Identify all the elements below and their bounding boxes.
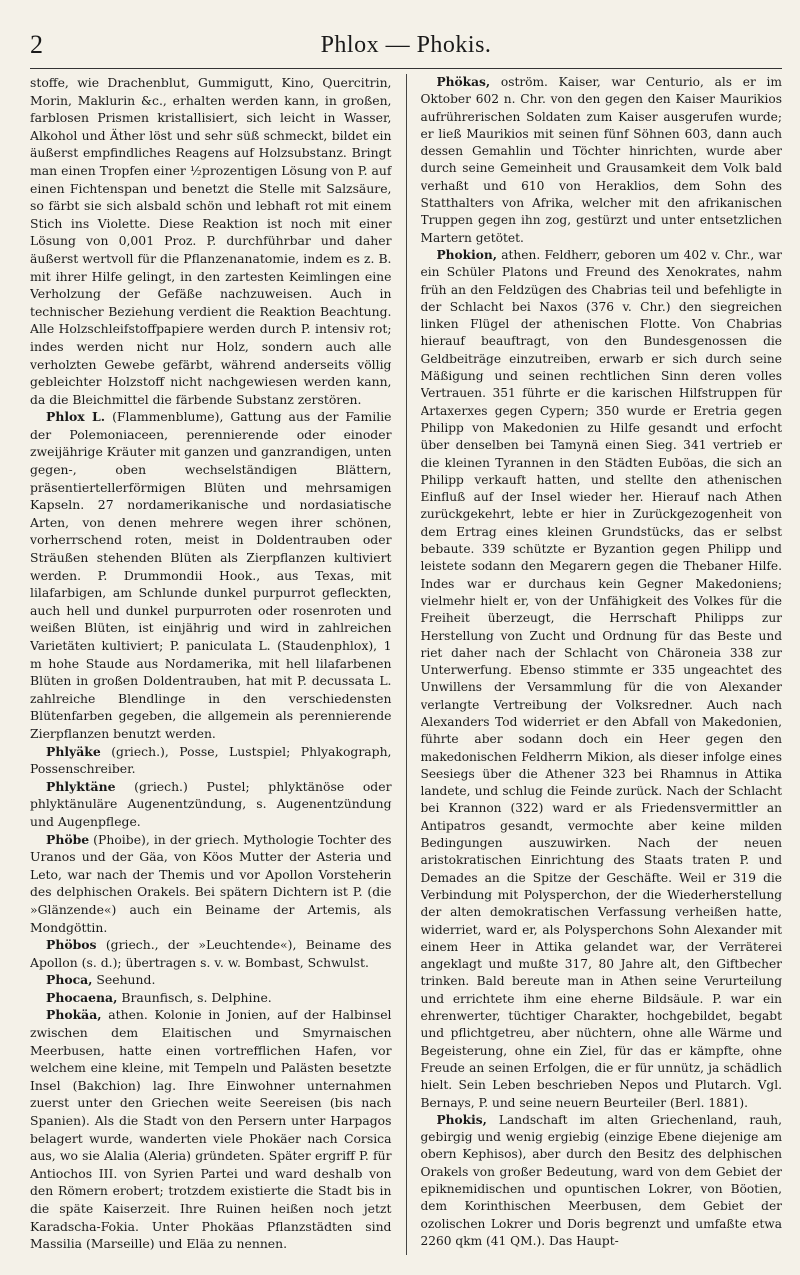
entry-lemma: Phokion, [436,247,497,262]
entry-paragraph [30,778,392,831]
two-column-body [30,74,782,1255]
left-column [30,74,392,1255]
entry-lemma: Phökas, [436,75,491,89]
entry-paragraph [30,989,392,1007]
entry-paragraph [30,74,392,408]
entry-paragraph [30,971,392,989]
entry-text: (griech.) Pustel; phlyktänöse oder phlyktänuläre Augenentzündung, s. Augenentzündung und Augenpflege. [30,778,392,829]
page-header [30,30,782,70]
entry-lemma: Phoca, [46,972,93,988]
right-column [421,74,783,1255]
entry-lemma: Phokis, [436,1112,487,1127]
entry-text: athen. Feldherr, geboren um 402 v. Chr., war ein Schüler Platons und Freund des Xenokrates, nahm früh an den Feldzügen des Chabrias teil und befehligte in der Schlacht bei Naxos (376 v. Chr.) den siegreichen linken Flügel der athenischen Flotte. Von Chabrias hierauf beauftragt, von den Bundesgenossen die Geldbeiträge einzutreiben, erwarb er sich durch seine Mäßigung und seinen rechtlichen Sinn deren volles Vertrauen. 351 führte er die karischen Hilfstruppen für Artaxerxes gegen Cypern; 350 wurde er Eretria gegen Philipp von Makedonien zu Hilfe gesandt und erfocht über denselben bei Tamynä einen Sieg. 341 vertrieb er die kleinen Tyrannen in den Städten Euböas, die sich an Philipp verkauft hatten, und stellte den athenischen Einfluß auf der Insel wieder her. Hierauf nach Athen zurückgekehrt, lebte er hier in Zurückgezogenheit von dem Ertrag eines kleinen Grundstücks, das er selbst bebaute. 339 schützte er Byzantion gegen Philipp und leistete sodann den Megarern gegen die Thebaner Hilfe. Indes war er durchaus kein Gegner Makedoniens; vielmehr hielt er, von der Unfähigkeit des Volkes für die Freiheit überzeugt, die Herrschaft Philipps zur Herstellung von Zucht und Ordnung für das Beste und riet daher nach der Schlacht von Chäroneia 338 zur Unterwerfung. Ebenso stimmte er 335 ungeachtet des Unwillens der Versammlung für die von Alexander verlangte Vertreibung der Volksredner. Auch nach Alexanders Tod widerriet er den Abfall von Makedonien, führte aber sodann doch ein Heer gegen den makedonischen Feldherrn Mikion, als dieser infolge eines Seesiegs über die Athener 323 bei Rhamnus in Attika landete, und schlug die Feinde zurück. Nach der Schlacht bei Krannon (322) ward er als Friedensvermittler an Antipatros gesandt, vermochte aber keine milden Bedingungen auszuwirken. Nach der neuen aristokratischen Einrichtung des Staats traten P. und Demades an die Spitze der Geschäfte. Weil er 319 die Verbindung mit Polysperchon, der die Wiederherstellung der alten demokratischen Verfassung verheißen hatte, widerriet, ward er, als Polysperchons Sohn Alexander mit einem Heer in Attika gelandet war, der Verräterei angeklagt und mußte 317, 80 Jahre alt, den Giftbecher trinken. Bald bereute man in Athen seine Verurteilung und errichtete ihm eine eherne Bildsäule. P. war ein ehrenwerter, tüchtiger Charakter, hochgebildet, begabt und pflichtgetreu, aber nüchtern, ohne alle Wärme und Begeisterung, ohne ein Ziel, für das er kämpfte, ohne Freude an seinen Erfolgen, die er für unnütz, ja schädlich hielt. Sein Leben beschrieben Nepos und Plutarch. Vgl. Bernays, P. und seine neuern Beurteiler (Berl. 1881). [420,247,782,1110]
running-head: Phlox — Phokis. [320,32,492,58]
entry-text: stoffe, wie Drachenblut, Gummigutt, Kino, Quercitrin, Morin, Maklurin &c., erhalten werden kann, in großen, farblosen Prismen kristallisiert, sich leicht in Wasser, Alkohol und Äther löst und sehr süß schmeckt, bildet ein äußerst empfindliches Reagens auf Holzsubstanz. Bringt man einen Tropfen einer ½prozentigen Lösung von P. auf einen Fichtenspan und benetzt die Stelle mit Salzsäure, so färbt sie sich alsbald schön und lebhaft rot mit einem Stich ins Violette. Diese Reaktion ist noch mit einer Lösung von 0,001 Proz. P. durchführbar und daher äußerst wertvoll für die Pflanzenanatomie, indem es z. B. mit ihrer Hilfe gelingt, in den zartesten Keimlingen eine Verholzung der Gefäße nachzuweisen. Auch in technischer Beziehung verdient die Reaktion Beachtung. Alle Holzschleifstoffpapiere werden durch P. intensiv rot; indes werden nicht nur Holz, sondern auch alle verholzten Gewebe gefärbt, während anderseits völlig gebleichter Holzstoff nicht nachgewiesen werden kann, da die Bleichmittel die färbende Substanz zerstören. [30,75,392,407]
entry-text: (griech., der »Leuchtende«), Beiname des Apollon (s. d.); übertragen s. v. w. Bombast, Schwulst. [30,937,392,970]
entry-paragraph [30,743,392,778]
entry-text: oström. Kaiser, war Centurio, als er im Oktober 602 n. Chr. von den gegen den Kaiser Maurikios aufrührerischen Soldaten zum Kaiser ausgerufen wurde; er ließ Maurikios mit seinen fünf Söhnen 603, dann auch dessen Gemahlin und Töchter hinrichten, wurde aber durch seine Gemeinheit und Grausamkeit dem Volk bald verhaßt und 610 von Heraklios, dem Sohn des Statthalters von Afrika, welcher mit den afrikanischen Truppen gegen ihn zog, gestürzt und unter entsetzlichen Martern getötet. [420,75,782,245]
entry-text: (Flammenblume), Gattung aus der Familie der Polemoniaceen, perennierende oder einoder zweijährige Kräuter mit ganzen und ganzrandigen, unten gegen-, oben wechselständigen Blättern, präsentiertellerförmigen Blüten und mehrsamigen Kapseln. 27 nordamerikanische und nordasiatische Arten, von denen mehrere wegen ihrer schönen, vorherrschend roten, meist in Doldentrauben oder Sträußen stehenden Blüten als Zierpflanzen kultiviert werden. P. Drummondii Hook., aus Texas, mit lilafarbigen, am Schlunde dunkel purpurrot gefleckten, auch hell und dunkel purpurroten oder rosenroten und weißen Blüten, ist einjährig und wird in zahlreichen Varietäten kultiviert; P. paniculata L. (Staudenphlox), 1 m hohe Staude aus Nordamerika, mit hell lilafarbenen Blüten in großen Doldentrauben, hat mit P. decussata L. zahlreiche Blendlinge in den verschiedensten Blütenfarben gegeben, die allgemein als perennierende Zierpflanzen benutzt werden. [30,409,392,741]
entry-lemma: Phlox L. [46,409,106,425]
entry-lemma: Phlyäke [46,743,101,759]
entry-paragraph [30,831,392,937]
entry-text: Seehund. [92,972,156,988]
entry-paragraph [30,936,392,971]
entry-lemma: Phöbe [46,831,90,847]
entry-text: (Phoibe), in der griech. Mythologie Tochter des Uranos und der Gäa, von Köos Mutter der Asteria und Leto, war nach der Themis und vor Apollon Vorsteherin des delphischen Orakels. Bei spätern Dichtern ist P. (die »Glänzende«) auch ein Beiname der Artemis, als Mondgöttin. [30,831,392,935]
entry-text: Landschaft im alten Griechenland, rauh, gebirgig und wenig ergiebig (einzige Ebene diejenige am obern Kephisos), aber durch den Besitz des delphischen Orakels von großer Bedeutung, ward von dem Gebiet der epiknemidischen und opuntischen Lokrer, von Böotien, dem Korinthischen Meerbusen, dem Gebiet der ozolischen Lokrer und Doris begrenzt und umfaßte etwa 2260 qkm (41 QM.). Das Haupt- [420,1112,782,1248]
entry-lemma: Phöbos [46,937,97,953]
header-rule [30,68,782,69]
column-divider [406,74,407,1255]
entry-text: Braunfisch, s. Delphine. [117,989,272,1005]
entry-text: athen. Kolonie in Jonien, auf der Halbinsel zwischen dem Elaitischen und Smyrnaischen Meerbusen, hatte einen vortrefflichen Hafen, vor welchem eine kleine, mit Tempeln und Palästen besetzte Insel (Bakchion) lag. Ihre Einwohner unternahmen zuerst unter den Griechen weite Seereisen (bis nach Spanien). Als die Stadt von den Persern unter Harpagos belagert wurde, wanderten viele Phokäer nach Corsica aus, wo sie Alalia (Aleria) gründeten. Später ergriff P. für Antiochos III. von Syrien Partei und ward deshalb von den Römern erobert; trotzdem existierte die Stadt bis in die späte Kaiserzeit. Ihre Ruinen heißen noch jetzt Karadscha-Fokia. Unter Phokäas Pflanzstädten sind Massilia (Marseille) und Eläa zu nennen. [30,1007,392,1252]
entry-lemma: Phokäa, [46,1007,102,1023]
entry-paragraph [30,1006,392,1252]
entry-text: (griech.), Posse, Lustspiel; Phlyakograph, Possenschreiber. [30,743,392,777]
page-number: 2 [30,30,43,59]
entry-lemma: Phlyktäne [46,778,116,794]
entry-paragraph [30,408,392,742]
entry-paragraph [421,247,783,1112]
entry-paragraph [421,1112,783,1250]
entry-paragraph [421,74,783,247]
entry-lemma: Phocaena, [46,989,118,1005]
